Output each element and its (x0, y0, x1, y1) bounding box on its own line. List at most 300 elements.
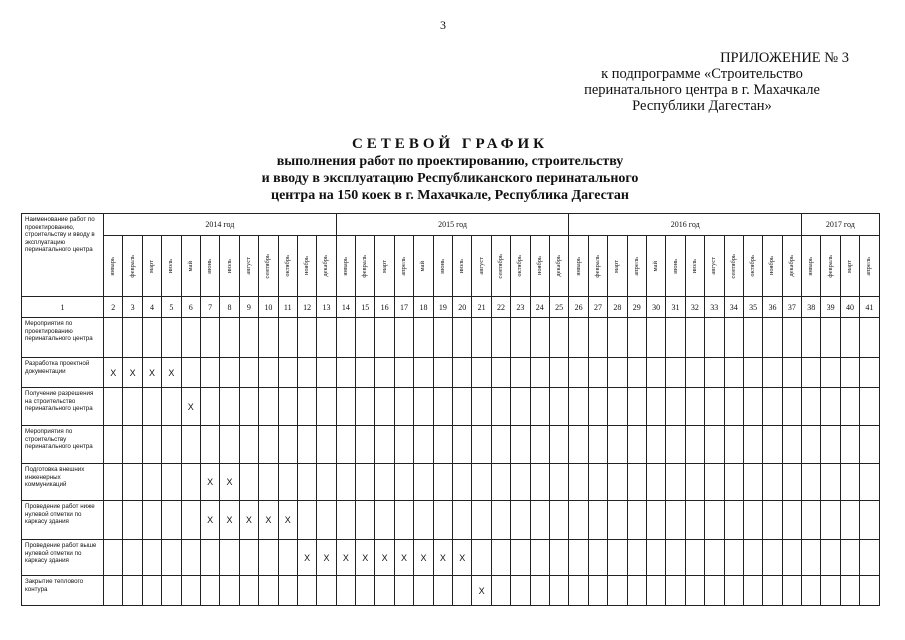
month-header (453, 236, 472, 297)
month-header (685, 236, 704, 297)
schedule-cell (123, 501, 142, 540)
month-label: январь (807, 256, 815, 276)
month-label: октябрь (516, 255, 524, 277)
schedule-cell (123, 540, 142, 576)
schedule-cell (860, 426, 879, 464)
schedule-cell (840, 576, 859, 606)
task-name: Получение разрешения на строительство перинатального центра (22, 388, 104, 426)
schedule-cell (840, 501, 859, 540)
month-header (724, 236, 743, 297)
column-number: 2 (104, 297, 123, 318)
schedule-cell (317, 576, 336, 606)
schedule-cell (356, 388, 375, 426)
schedule-cell (608, 426, 627, 464)
schedule-cell (336, 426, 355, 464)
schedule-cell (414, 426, 433, 464)
month-header (549, 236, 568, 297)
schedule-cell (666, 358, 685, 388)
schedule-cell (239, 540, 258, 576)
schedule-cell (181, 426, 200, 464)
schedule-cell (162, 426, 181, 464)
schedule-cell (142, 318, 161, 358)
schedule-cell (549, 426, 568, 464)
column-number: 30 (646, 297, 665, 318)
appendix-line: Республики Дагестан» (632, 98, 772, 114)
schedule-cell (705, 426, 724, 464)
schedule-cell (840, 464, 859, 501)
schedule-cell (821, 426, 840, 464)
schedule-cell (336, 358, 355, 388)
schedule-cell (181, 388, 200, 426)
schedule-cell (802, 388, 821, 426)
schedule-cell (181, 464, 200, 501)
schedule-cell (220, 426, 239, 464)
schedule-cell (743, 576, 762, 606)
schedule-mark: X (439, 552, 446, 563)
schedule-cell (142, 540, 161, 576)
schedule-cell (472, 318, 491, 358)
schedule-cell (278, 388, 297, 426)
schedule-cell (162, 318, 181, 358)
month-label: декабрь (787, 255, 795, 277)
month-label: январь (109, 256, 117, 276)
schedule-cell (200, 388, 219, 426)
month-header (860, 236, 879, 297)
column-number: 20 (453, 297, 472, 318)
column-number: 38 (802, 297, 821, 318)
month-header (375, 236, 394, 297)
schedule-cell (840, 318, 859, 358)
table-row (22, 540, 880, 576)
schedule-cell (472, 501, 491, 540)
schedule-mark: X (284, 515, 291, 525)
month-label: август (244, 257, 252, 275)
month-header (414, 236, 433, 297)
schedule-cell (414, 388, 433, 426)
schedule-cell (666, 540, 685, 576)
title-main: СЕТЕВОЙ ГРАФИК (351, 136, 549, 152)
schedule-cell (627, 501, 646, 540)
schedule-cell (336, 501, 355, 540)
schedule-cell (414, 318, 433, 358)
schedule-mark: X (265, 515, 272, 525)
schedule-mark: X (342, 552, 349, 563)
schedule-cell (549, 318, 568, 358)
schedule-cell (705, 318, 724, 358)
schedule-cell (608, 388, 627, 426)
table-row (22, 318, 880, 358)
title-line: выполнения работ по проектированию, строительству (276, 154, 624, 169)
schedule-cell (336, 464, 355, 501)
column-number: 40 (840, 297, 859, 318)
task-name: Проведение работ ниже нулевой отметки по каркасу здания (22, 501, 104, 540)
schedule-cell (200, 576, 219, 606)
schedule-cell (802, 464, 821, 501)
schedule-cell (317, 318, 336, 358)
schedule-cell (220, 358, 239, 388)
schedule-cell (763, 501, 782, 540)
schedule-cell (491, 576, 510, 606)
schedule-cell (375, 501, 394, 540)
schedule-cell (123, 358, 142, 388)
schedule-cell (743, 426, 762, 464)
task-name: Мероприятия по проектированию перинатального центра (22, 318, 104, 358)
schedule-cell (530, 501, 549, 540)
schedule-cell (259, 576, 278, 606)
schedule-cell (724, 388, 743, 426)
schedule-cell (278, 358, 297, 388)
month-label: июнь (206, 258, 214, 274)
schedule-cell (724, 426, 743, 464)
schedule-cell (724, 358, 743, 388)
month-header (181, 236, 200, 297)
schedule-mark: X (129, 367, 136, 378)
schedule-cell (104, 318, 123, 358)
column-number: 17 (394, 297, 413, 318)
column-number: 12 (297, 297, 316, 318)
schedule-cell (104, 501, 123, 540)
month-label: май (652, 260, 660, 272)
month-label: сентябрь (497, 253, 504, 279)
schedule-cell (646, 540, 665, 576)
column-number: 36 (763, 297, 782, 318)
schedule-cell (860, 501, 879, 540)
month-label: февраль (826, 254, 834, 278)
column-number: 6 (181, 297, 200, 318)
month-label: декабрь (322, 255, 330, 277)
schedule-cell (685, 464, 704, 501)
table-row (22, 388, 880, 426)
schedule-cell (453, 540, 472, 576)
schedule-cell (123, 318, 142, 358)
month-header (162, 236, 181, 297)
schedule-cell (608, 318, 627, 358)
column-number: 32 (685, 297, 704, 318)
schedule-cell (530, 464, 549, 501)
schedule-cell (685, 426, 704, 464)
schedule-cell (259, 464, 278, 501)
schedule-cell (608, 540, 627, 576)
schedule-cell (317, 540, 336, 576)
schedule-cell (666, 318, 685, 358)
schedule-cell (782, 576, 801, 606)
schedule-cell (433, 318, 452, 358)
schedule-cell (356, 501, 375, 540)
schedule-cell (840, 358, 859, 388)
schedule-cell (433, 464, 452, 501)
schedule-mark: X (207, 477, 214, 487)
schedule-cell (782, 426, 801, 464)
column-number: 8 (220, 297, 239, 318)
month-header (336, 236, 355, 297)
schedule-cell (414, 501, 433, 540)
month-label: январь (341, 256, 349, 276)
month-label: июнь (671, 258, 679, 274)
schedule-cell (181, 576, 200, 606)
schedule-cell (472, 426, 491, 464)
schedule-cell (491, 358, 510, 388)
schedule-cell (336, 318, 355, 358)
schedule-cell (433, 576, 452, 606)
schedule-cell (782, 388, 801, 426)
schedule-cell (802, 426, 821, 464)
schedule-mark: X (226, 477, 233, 487)
month-header (491, 236, 510, 297)
schedule-cell (646, 576, 665, 606)
schedule-cell (375, 358, 394, 388)
schedule-cell (162, 388, 181, 426)
schedule-cell (705, 388, 724, 426)
schedule-cell (511, 426, 530, 464)
schedule-cell (162, 576, 181, 606)
schedule-mark: X (420, 552, 427, 563)
schedule-cell (608, 358, 627, 388)
month-header (666, 236, 685, 297)
schedule-cell (491, 426, 510, 464)
schedule-cell (588, 464, 607, 501)
schedule-cell (336, 540, 355, 576)
schedule-cell (220, 501, 239, 540)
schedule-cell (860, 540, 879, 576)
schedule-cell (821, 358, 840, 388)
schedule-cell (763, 426, 782, 464)
month-header (782, 236, 801, 297)
schedule-cell (278, 426, 297, 464)
schedule-cell (142, 501, 161, 540)
task-name: Разработка проектной документации (22, 358, 104, 388)
schedule-cell (646, 426, 665, 464)
schedule-cell (123, 426, 142, 464)
month-header (821, 236, 840, 297)
schedule-cell (200, 358, 219, 388)
column-number: 9 (239, 297, 258, 318)
schedule-table (21, 213, 880, 606)
schedule-cell (782, 501, 801, 540)
schedule-cell (317, 464, 336, 501)
schedule-cell (511, 318, 530, 358)
schedule-cell (453, 576, 472, 606)
column-number: 11 (278, 297, 297, 318)
schedule-cell (743, 388, 762, 426)
schedule-cell (239, 388, 258, 426)
schedule-cell (356, 318, 375, 358)
schedule-cell (627, 358, 646, 388)
schedule-mark: X (362, 552, 369, 563)
schedule-cell (802, 318, 821, 358)
schedule-cell (453, 358, 472, 388)
schedule-cell (162, 501, 181, 540)
schedule-cell (414, 358, 433, 388)
schedule-cell (646, 358, 665, 388)
schedule-cell (220, 318, 239, 358)
schedule-cell (491, 464, 510, 501)
schedule-cell (297, 501, 316, 540)
schedule-cell (278, 540, 297, 576)
schedule-cell (608, 464, 627, 501)
schedule-cell (278, 318, 297, 358)
month-label: сентябрь (729, 253, 737, 279)
schedule-cell (530, 540, 549, 576)
schedule-cell (317, 501, 336, 540)
month-label: апрель (865, 256, 873, 276)
schedule-mark: X (187, 401, 194, 412)
table-row (22, 426, 880, 464)
schedule-cell (220, 388, 239, 426)
column-number: 26 (569, 297, 588, 318)
schedule-cell (142, 576, 161, 606)
schedule-cell (802, 576, 821, 606)
schedule-cell (743, 464, 762, 501)
schedule-cell (453, 318, 472, 358)
schedule-cell (356, 576, 375, 606)
month-header (530, 236, 549, 297)
table-row (22, 576, 880, 606)
schedule-cell (705, 501, 724, 540)
month-header (743, 236, 762, 297)
schedule-cell (297, 464, 316, 501)
month-header (259, 236, 278, 297)
schedule-cell (511, 576, 530, 606)
schedule-cell (763, 388, 782, 426)
title-line: центра на 150 коек в г. Махачкале, Республика Дагестан (271, 188, 629, 203)
column-number: 37 (782, 297, 801, 318)
schedule-cell (491, 388, 510, 426)
schedule-mark: X (401, 552, 408, 563)
schedule-cell (724, 464, 743, 501)
schedule-cell (685, 388, 704, 426)
schedule-cell (336, 576, 355, 606)
schedule-cell (104, 426, 123, 464)
month-header (278, 236, 297, 297)
month-label: март (380, 259, 388, 273)
month-label: июнь (438, 258, 446, 274)
document-title (170, 135, 730, 204)
schedule-mark: X (304, 552, 311, 563)
schedule-cell (588, 576, 607, 606)
schedule-cell (666, 464, 685, 501)
column-number: 7 (200, 297, 219, 318)
schedule-cell (472, 388, 491, 426)
month-header (511, 236, 530, 297)
appendix-number: ПРИЛОЖЕНИЕ № 3 (720, 50, 849, 66)
schedule-cell (414, 576, 433, 606)
schedule-cell (433, 358, 452, 388)
column-number: 41 (860, 297, 879, 318)
month-label: ноябрь (303, 256, 311, 276)
schedule-cell (530, 318, 549, 358)
column-number: 33 (705, 297, 724, 318)
schedule-mark: X (148, 367, 155, 378)
schedule-cell (453, 464, 472, 501)
schedule-cell (394, 576, 413, 606)
schedule-cell (743, 540, 762, 576)
month-label: апрель (400, 256, 408, 276)
appendix-header (537, 50, 867, 114)
month-header (394, 236, 413, 297)
column-number: 18 (414, 297, 433, 318)
month-label: май (419, 260, 427, 272)
month-header (220, 236, 239, 297)
schedule-cell (666, 388, 685, 426)
table-row (22, 501, 880, 540)
schedule-cell (646, 464, 665, 501)
schedule-cell (297, 426, 316, 464)
schedule-cell (123, 388, 142, 426)
schedule-cell (569, 540, 588, 576)
column-number: 27 (588, 297, 607, 318)
month-label: февраль (593, 254, 601, 278)
schedule-cell (472, 576, 491, 606)
schedule-cell (627, 540, 646, 576)
schedule-cell (627, 464, 646, 501)
schedule-cell (394, 388, 413, 426)
schedule-cell (685, 501, 704, 540)
schedule-cell (627, 426, 646, 464)
schedule-mark: X (323, 552, 330, 563)
column-number: 23 (511, 297, 530, 318)
column-number: 31 (666, 297, 685, 318)
month-header (356, 236, 375, 297)
schedule-cell (433, 426, 452, 464)
schedule-cell (724, 318, 743, 358)
column-number: 16 (375, 297, 394, 318)
column-number: 25 (549, 297, 568, 318)
schedule-cell (802, 540, 821, 576)
schedule-cell (569, 358, 588, 388)
schedule-cell (239, 576, 258, 606)
schedule-cell (491, 540, 510, 576)
schedule-cell (239, 426, 258, 464)
schedule-cell (162, 464, 181, 501)
schedule-cell (181, 540, 200, 576)
schedule-cell (336, 388, 355, 426)
schedule-cell (782, 318, 801, 358)
schedule-cell (453, 426, 472, 464)
schedule-cell (569, 426, 588, 464)
year-header: 2015 год (336, 214, 569, 236)
schedule-mark: X (226, 515, 233, 525)
schedule-cell (104, 358, 123, 388)
schedule-cell (394, 426, 413, 464)
schedule-cell (821, 540, 840, 576)
schedule-cell (491, 318, 510, 358)
month-header (802, 236, 821, 297)
schedule-cell (511, 464, 530, 501)
month-header (763, 236, 782, 297)
schedule-cell (802, 358, 821, 388)
month-label: февраль (128, 254, 136, 278)
schedule-cell (200, 501, 219, 540)
schedule-cell (763, 464, 782, 501)
schedule-cell (259, 501, 278, 540)
schedule-cell (200, 318, 219, 358)
schedule-cell (549, 464, 568, 501)
schedule-cell (763, 576, 782, 606)
schedule-cell (821, 501, 840, 540)
month-label: март (613, 259, 621, 273)
month-label: ноябрь (535, 256, 543, 276)
schedule-cell (278, 464, 297, 501)
schedule-cell (181, 358, 200, 388)
month-label: март (147, 259, 155, 273)
month-label: июль (167, 258, 175, 274)
schedule-cell (840, 426, 859, 464)
month-header (104, 236, 123, 297)
month-label: сентябрь (264, 253, 272, 279)
schedule-cell (259, 426, 278, 464)
month-label: июль (458, 258, 466, 274)
month-header (123, 236, 142, 297)
